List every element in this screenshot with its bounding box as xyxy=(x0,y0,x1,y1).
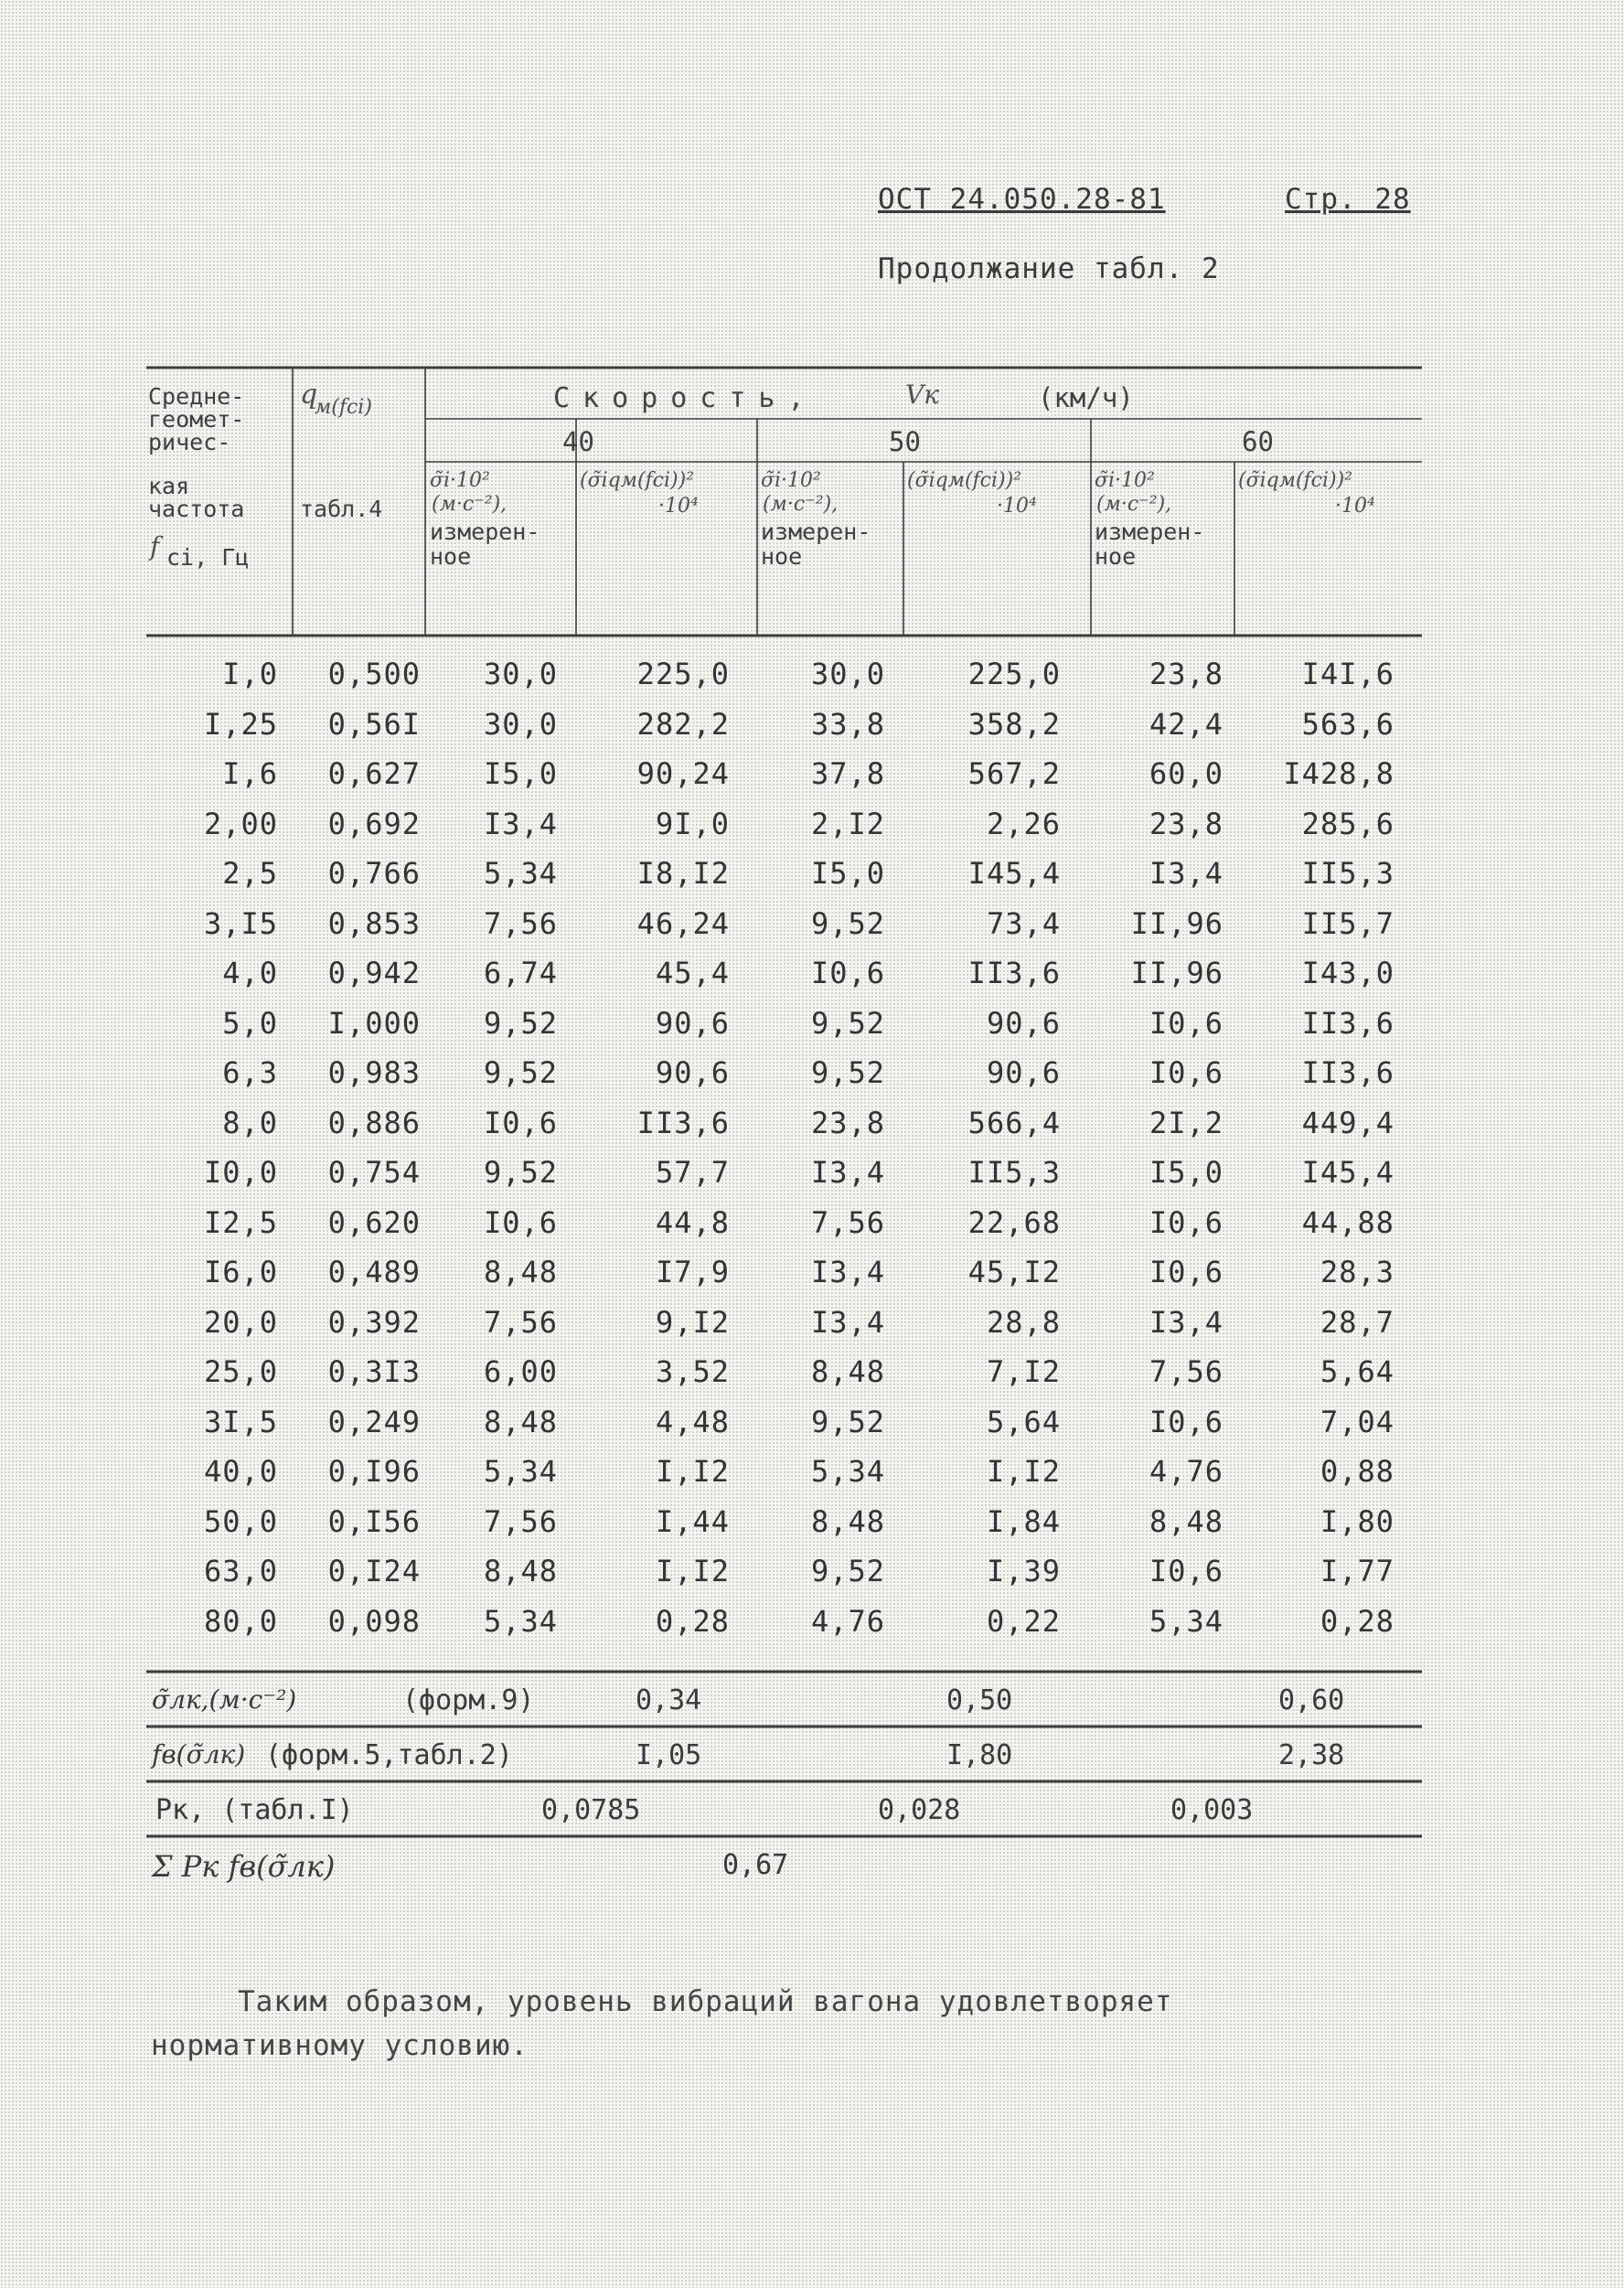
cell-sigma-60: 5,34 xyxy=(1149,1603,1223,1639)
cell-qm: 0,500 xyxy=(327,657,421,691)
cell-freq: I,25 xyxy=(203,706,278,742)
cell-product-60: 28,3 xyxy=(1320,1255,1394,1289)
cell-qm: 0,3I3 xyxy=(327,1354,421,1389)
cell-sigma-60: I5,0 xyxy=(1149,1155,1223,1190)
speed-60: 60 xyxy=(1242,426,1274,457)
cell-sigma-60: I0,6 xyxy=(1149,1554,1223,1588)
measured-label: ное xyxy=(430,543,472,570)
cell-product-60: I,80 xyxy=(1320,1503,1394,1539)
f-value-60: 2,38 xyxy=(1278,1739,1345,1771)
cell-freq: I,6 xyxy=(222,756,278,791)
cell-freq: 63,0 xyxy=(203,1554,278,1588)
product-scale: ·10⁴ xyxy=(997,495,1037,518)
cell-product-60: 44,88 xyxy=(1301,1204,1394,1240)
cell-sigma-60: I0,6 xyxy=(1149,1204,1223,1240)
product-formula: (σ̃iqм(fci))² xyxy=(907,469,1022,492)
cell-product-50: 358,2 xyxy=(967,706,1061,742)
product-scale: ·10⁴ xyxy=(1335,495,1375,518)
cell-qm: 0,I96 xyxy=(327,1454,421,1489)
sigma-row-ref: (форм.9) xyxy=(402,1684,535,1716)
cell-sigma-50: 33,8 xyxy=(810,706,885,742)
cell-qm: 0,56I xyxy=(327,706,421,742)
cell-sigma-40: 9,52 xyxy=(483,1155,558,1190)
cell-product-60: 0,28 xyxy=(1320,1603,1394,1639)
sigma-unit: (м·с⁻²), xyxy=(763,493,839,516)
cell-qm: 0,620 xyxy=(327,1204,421,1240)
cell-sigma-40: I5,0 xyxy=(483,756,558,791)
cell-sigma-50: 9,52 xyxy=(810,1055,885,1090)
cell-product-50: 22,68 xyxy=(967,1204,1061,1240)
cell-product-50: I,84 xyxy=(986,1503,1061,1539)
cell-product-60: II3,6 xyxy=(1301,1005,1394,1041)
cell-sigma-60: I0,6 xyxy=(1149,1055,1223,1090)
speed-symbol: Vк xyxy=(905,380,939,410)
sigma-symbol: σ̃i·10² xyxy=(1095,469,1155,492)
cell-product-40: 4,48 xyxy=(655,1404,730,1439)
cell-freq: 8,0 xyxy=(222,1105,278,1140)
cell-sigma-40: 8,48 xyxy=(483,1554,558,1588)
cell-product-60: 285,6 xyxy=(1301,806,1394,841)
sigma-value-60: 0,60 xyxy=(1278,1684,1345,1716)
cell-product-60: 0,88 xyxy=(1320,1454,1394,1489)
cell-qm: 0,I56 xyxy=(327,1503,421,1539)
cell-product-50: 73,4 xyxy=(986,905,1061,941)
cell-sigma-60: 4,76 xyxy=(1149,1454,1223,1489)
sigma-row-label: σ̃лк,(м·с⁻²) xyxy=(152,1684,297,1715)
cell-product-60: II3,6 xyxy=(1301,1055,1394,1090)
cell-product-60: I,77 xyxy=(1320,1554,1394,1588)
cell-sigma-60: I0,6 xyxy=(1149,1005,1223,1041)
cell-product-50: 566,4 xyxy=(967,1105,1061,1140)
cell-qm: 0,627 xyxy=(327,756,421,791)
cell-sigma-40: 9,52 xyxy=(483,1005,558,1041)
cell-sigma-40: 6,74 xyxy=(483,956,558,990)
table-continuation-label: Продолжание табл. 2 xyxy=(878,252,1220,285)
cell-sigma-50: I0,6 xyxy=(810,956,885,990)
cell-product-40: I7,9 xyxy=(655,1255,730,1289)
cell-sigma-60: 42,4 xyxy=(1149,706,1223,742)
cell-sigma-60: I0,6 xyxy=(1149,1404,1223,1439)
cell-product-50: II3,6 xyxy=(967,956,1061,990)
measured-label: ное xyxy=(1095,543,1137,570)
cell-product-60: 5,64 xyxy=(1320,1354,1394,1389)
cell-freq: 3,I5 xyxy=(203,905,278,941)
freq-unit: ci, Гц xyxy=(166,544,250,571)
f-row-ref: (форм.5,табл.2) xyxy=(265,1739,513,1771)
cell-sigma-60: 7,56 xyxy=(1149,1354,1223,1389)
table-rules xyxy=(146,366,1426,1920)
cell-product-50: II5,3 xyxy=(967,1155,1061,1190)
cell-product-60: I4I,6 xyxy=(1301,657,1394,691)
vibration-table xyxy=(146,366,1426,1920)
cell-qm: 0,249 xyxy=(327,1404,421,1439)
cell-freq: 50,0 xyxy=(203,1503,278,1539)
product-formula: (σ̃iqм(fci))² xyxy=(580,469,695,492)
cell-sigma-50: 9,52 xyxy=(810,1554,885,1588)
cell-sigma-60: II,96 xyxy=(1130,905,1223,941)
cell-qm: I,000 xyxy=(327,1005,421,1041)
cell-freq: I6,0 xyxy=(203,1255,278,1289)
cell-sigma-60: I0,6 xyxy=(1149,1255,1223,1289)
cell-product-50: 28,8 xyxy=(986,1304,1061,1340)
cell-product-50: 2,26 xyxy=(986,806,1061,841)
sigma-symbol: σ̃i·10² xyxy=(430,469,490,492)
cell-sigma-60: 23,8 xyxy=(1149,657,1223,691)
page-number: Стр. 28 xyxy=(1285,183,1411,216)
cell-freq: 4,0 xyxy=(222,956,278,990)
qm-symbol: q xyxy=(300,379,318,411)
cell-product-40: 0,28 xyxy=(655,1603,730,1639)
cell-product-50: 90,6 xyxy=(986,1055,1061,1090)
cell-qm: 0,766 xyxy=(327,856,421,891)
speed-50: 50 xyxy=(889,426,921,457)
measured-label: измерен- xyxy=(1095,519,1205,545)
p-value-40: 0,0785 xyxy=(541,1794,641,1826)
cell-qm: 0,853 xyxy=(327,905,421,941)
cell-product-40: 9I,0 xyxy=(655,806,730,841)
cell-sigma-60: I3,4 xyxy=(1149,1304,1223,1340)
cell-sigma-50: 30,0 xyxy=(810,657,885,691)
cell-sigma-40: 7,56 xyxy=(483,1304,558,1340)
product-formula: (σ̃iqм(fci))² xyxy=(1238,469,1353,492)
cell-freq: 3I,5 xyxy=(203,1404,278,1439)
cell-product-50: I45,4 xyxy=(967,856,1061,891)
cell-product-50: 45,I2 xyxy=(967,1255,1061,1289)
cell-freq: 25,0 xyxy=(203,1354,278,1389)
cell-sigma-50: 2,I2 xyxy=(810,806,885,841)
cell-product-40: 90,24 xyxy=(636,756,730,791)
freq-header-line: Средне- xyxy=(148,383,245,410)
cell-sigma-50: 9,52 xyxy=(810,1404,885,1439)
f-value-50: I,80 xyxy=(946,1739,1013,1771)
cell-product-60: I45,4 xyxy=(1301,1155,1394,1190)
cell-qm: 0,392 xyxy=(327,1304,421,1340)
f-value-40: I,05 xyxy=(636,1739,702,1771)
cell-sigma-60: 60,0 xyxy=(1149,756,1223,791)
cell-sigma-50: 5,34 xyxy=(810,1454,885,1489)
freq-header-line: кая xyxy=(148,473,190,499)
cell-product-60: I428,8 xyxy=(1283,756,1394,791)
cell-sigma-50: 9,52 xyxy=(810,1005,885,1041)
total-label: Σ Pк fв(σ̃лк) xyxy=(152,1849,336,1884)
freq-symbol: f xyxy=(150,531,160,561)
cell-product-40: 44,8 xyxy=(655,1204,730,1240)
cell-qm: 0,754 xyxy=(327,1155,421,1190)
speed-unit: (км/ч) xyxy=(1038,382,1134,413)
cell-sigma-50: 8,48 xyxy=(810,1503,885,1539)
cell-product-50: 5,64 xyxy=(986,1404,1061,1439)
measured-label: ное xyxy=(761,543,803,570)
cell-sigma-40: 9,52 xyxy=(483,1055,558,1090)
cell-qm: 0,942 xyxy=(327,956,421,990)
cell-product-50: 225,0 xyxy=(967,657,1061,691)
f-row-label: fв(σ̃лк) xyxy=(152,1739,246,1769)
freq-header-line: частота xyxy=(148,496,245,522)
freq-header-line: геомет- xyxy=(148,406,245,433)
p-value-60: 0,003 xyxy=(1170,1794,1254,1826)
p-value-50: 0,028 xyxy=(878,1794,961,1826)
cell-sigma-40: 5,34 xyxy=(483,856,558,891)
cell-product-40: II3,6 xyxy=(636,1105,730,1140)
sigma-unit: (м·с⁻²), xyxy=(432,493,508,516)
cell-product-50: 567,2 xyxy=(967,756,1061,791)
cell-sigma-50: 37,8 xyxy=(810,756,885,791)
cell-product-50: I,I2 xyxy=(986,1454,1061,1489)
cell-freq: 80,0 xyxy=(203,1603,278,1639)
total-value: 0,67 xyxy=(722,1849,789,1881)
cell-freq: 40,0 xyxy=(203,1454,278,1489)
cell-product-60: 563,6 xyxy=(1301,706,1394,742)
cell-product-60: 28,7 xyxy=(1320,1304,1394,1340)
cell-sigma-40: 5,34 xyxy=(483,1454,558,1489)
cell-product-50: I,39 xyxy=(986,1554,1061,1588)
cell-product-40: 90,6 xyxy=(655,1055,730,1090)
measured-label: измерен- xyxy=(430,519,540,545)
cell-product-50: 90,6 xyxy=(986,1005,1061,1041)
cell-qm: 0,I24 xyxy=(327,1554,421,1588)
cell-sigma-40: 5,34 xyxy=(483,1603,558,1639)
cell-freq: I,0 xyxy=(222,657,278,691)
cell-sigma-50: I3,4 xyxy=(810,1255,885,1289)
cell-sigma-40: I0,6 xyxy=(483,1105,558,1140)
cell-sigma-40: 8,48 xyxy=(483,1404,558,1439)
speed-40: 40 xyxy=(562,426,594,457)
cell-product-40: 9,I2 xyxy=(655,1304,730,1340)
cell-sigma-50: I5,0 xyxy=(810,856,885,891)
cell-product-60: II5,7 xyxy=(1301,905,1394,941)
measured-label: измерен- xyxy=(761,519,871,545)
standard-number: ОСТ 24.050.28-81 xyxy=(878,183,1166,216)
cell-freq: 6,3 xyxy=(222,1055,278,1090)
cell-sigma-40: 7,56 xyxy=(483,905,558,941)
conclusion-paragraph: Таким образом, уровень вибраций вагона удовлетворяет нормативному условию. xyxy=(151,1985,1173,2062)
product-scale: ·10⁴ xyxy=(658,495,699,518)
cell-product-60: I43,0 xyxy=(1301,956,1394,990)
cell-sigma-50: 8,48 xyxy=(810,1354,885,1389)
cell-product-40: I,I2 xyxy=(655,1554,730,1588)
cell-product-60: 449,4 xyxy=(1301,1105,1394,1140)
cell-sigma-40: 7,56 xyxy=(483,1503,558,1539)
cell-sigma-60: II,96 xyxy=(1130,956,1223,990)
cell-sigma-50: 4,76 xyxy=(810,1603,885,1639)
cell-sigma-50: 9,52 xyxy=(810,905,885,941)
cell-sigma-40: I3,4 xyxy=(483,806,558,841)
cell-freq: 20,0 xyxy=(203,1304,278,1340)
speed-title: Скорость, xyxy=(553,382,817,414)
p-row-label: Pк, (табл.I) xyxy=(155,1794,354,1826)
cell-qm: 0,983 xyxy=(327,1055,421,1090)
cell-product-40: I,I2 xyxy=(655,1454,730,1489)
cell-product-40: 225,0 xyxy=(636,657,730,691)
cell-freq: 2,5 xyxy=(222,856,278,891)
cell-sigma-40: 30,0 xyxy=(483,706,558,742)
cell-product-50: 7,I2 xyxy=(986,1354,1061,1389)
cell-product-40: 46,24 xyxy=(636,905,730,941)
cell-product-40: 90,6 xyxy=(655,1005,730,1041)
cell-sigma-50: 23,8 xyxy=(810,1105,885,1140)
cell-product-40: 45,4 xyxy=(655,956,730,990)
cell-qm: 0,692 xyxy=(327,806,421,841)
cell-product-60: II5,3 xyxy=(1301,856,1394,891)
qm-args: м(fci) xyxy=(315,396,372,419)
cell-sigma-50: I3,4 xyxy=(810,1155,885,1190)
cell-product-40: 282,2 xyxy=(636,706,730,742)
cell-product-40: 3,52 xyxy=(655,1354,730,1389)
sigma-value-40: 0,34 xyxy=(636,1684,702,1716)
cell-sigma-60: 23,8 xyxy=(1149,806,1223,841)
cell-sigma-40: I0,6 xyxy=(483,1204,558,1240)
cell-freq: 2,00 xyxy=(203,806,278,841)
cell-product-40: I8,I2 xyxy=(636,856,730,891)
cell-product-50: 0,22 xyxy=(986,1603,1061,1639)
cell-sigma-40: 8,48 xyxy=(483,1255,558,1289)
cell-sigma-40: 30,0 xyxy=(483,657,558,691)
sigma-value-50: 0,50 xyxy=(946,1684,1013,1716)
freq-header-line: ричес- xyxy=(148,429,231,455)
cell-product-60: 7,04 xyxy=(1320,1404,1394,1439)
cell-sigma-40: 6,00 xyxy=(483,1354,558,1389)
cell-sigma-50: I3,4 xyxy=(810,1304,885,1340)
cell-freq: I0,0 xyxy=(203,1155,278,1190)
sigma-unit: (м·с⁻²), xyxy=(1096,493,1172,516)
sigma-symbol: σ̃i·10² xyxy=(761,469,821,492)
cell-product-40: 57,7 xyxy=(655,1155,730,1190)
qm-source: табл.4 xyxy=(300,496,383,522)
cell-qm: 0,489 xyxy=(327,1255,421,1289)
cell-sigma-60: 8,48 xyxy=(1149,1503,1223,1539)
cell-qm: 0,098 xyxy=(327,1603,421,1639)
cell-qm: 0,886 xyxy=(327,1105,421,1140)
cell-sigma-50: 7,56 xyxy=(810,1204,885,1240)
cell-product-40: I,44 xyxy=(655,1503,730,1539)
cell-sigma-60: I3,4 xyxy=(1149,856,1223,891)
cell-freq: I2,5 xyxy=(203,1204,278,1240)
cell-sigma-60: 2I,2 xyxy=(1149,1105,1223,1140)
cell-freq: 5,0 xyxy=(222,1005,278,1041)
